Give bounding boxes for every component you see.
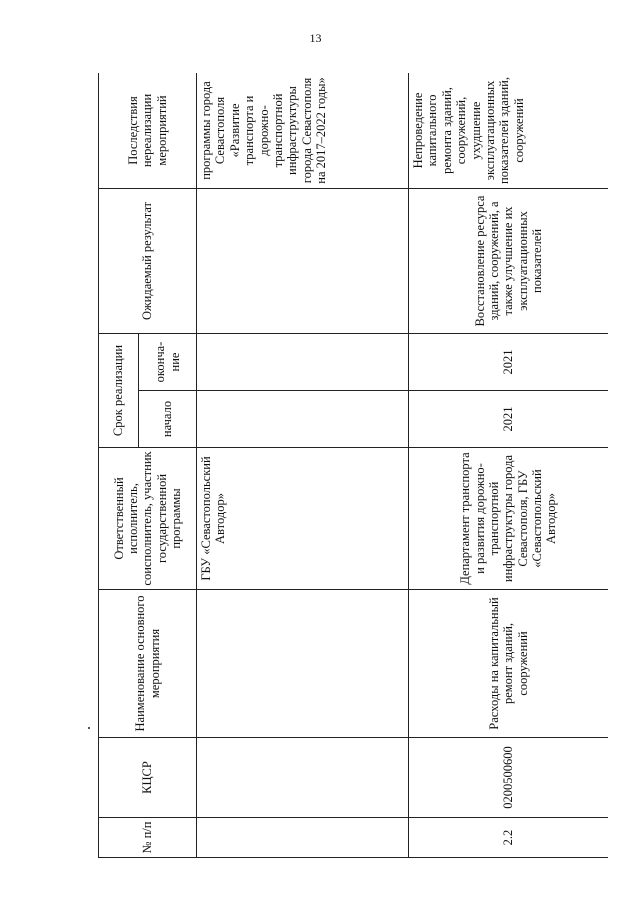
header-num: № п/п — [99, 818, 197, 858]
header-start: начало — [139, 391, 197, 448]
header-kcsr: КЦСР — [99, 738, 197, 818]
header-expected-result: Ожидаемый результат — [99, 188, 197, 333]
cell-executor: Департамент транспорта и развития дорожно-транспортной инфраструктуры города Севастополя, ГБУ «Севастопольский Автодор» — [409, 448, 609, 590]
cell-consequences: программы города Севастополя «Развитие транспорта и дорожно-транспортной инфраструктуры города Севастополя на 2017–2022 годы» — [197, 73, 409, 188]
cell-num — [197, 818, 409, 858]
cell-measure-name: Расходы на капитальный ремонт зданий, сооружений — [409, 590, 609, 738]
header-end: оконча-ние — [139, 333, 197, 390]
cell-kcsr — [197, 738, 409, 818]
cell-kcsr: 0200500600 — [409, 738, 609, 818]
cell-start: 2021 — [409, 391, 609, 448]
rotated-table-container — [98, 73, 608, 858]
header-measure-name: Наименование основного мероприятия — [99, 590, 197, 738]
page-number: 13 — [309, 31, 322, 45]
cell-end — [197, 333, 409, 390]
cell-measure-name — [197, 590, 409, 738]
header-term: Срок реализации — [99, 333, 139, 447]
program-measures-table — [98, 73, 608, 858]
header-executor: Ответственный исполнитель, соисполнитель, участник государственной программы — [99, 448, 197, 590]
cell-consequences: Непроведение капитального ремонта зданий, сооружений, ухудшение эксплуатационных показателей зданий, сооружений — [409, 73, 609, 188]
cell-num: 2.2 — [409, 818, 609, 858]
rotated-table-frame — [98, 73, 608, 858]
header-consequences: Последствия нереализации мероприятий — [99, 73, 197, 188]
header-row-1 — [99, 73, 139, 858]
cell-expected-result: Восстановление ресурса зданий, сооружений, а также улучшение их эксплуатационных показателей — [409, 188, 609, 333]
cell-executor: ГБУ «Севастопольский Автодор» — [197, 448, 409, 590]
table-row — [409, 73, 609, 858]
cell-start — [197, 391, 409, 448]
table-row — [197, 73, 409, 858]
cell-expected-result — [197, 188, 409, 333]
scan-speck — [88, 727, 90, 729]
cell-end: 2021 — [409, 333, 609, 390]
